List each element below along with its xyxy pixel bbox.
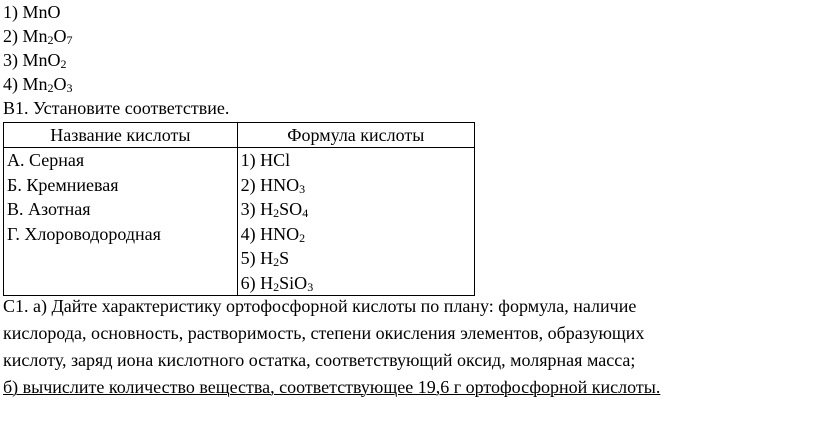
acid-name: Г. Хлороводородная <box>7 223 161 244</box>
option-number: 1) <box>3 2 18 22</box>
acid-name: Б. Кремниевая <box>7 174 119 195</box>
option-formula: $Mn_2O_3$ <box>22 74 73 95</box>
option-formula: MnO <box>22 2 61 22</box>
option-number: 4) <box>3 74 18 94</box>
header-acid-name: Название кислоты <box>4 123 238 148</box>
option-number: 3) <box>3 50 18 70</box>
option-number: 2) <box>3 26 18 46</box>
matching-table <box>3 122 475 296</box>
option-formula: $Mn_2O_7$ <box>22 26 73 47</box>
acid-formula: 6) $H_2SiO_3$ <box>240 272 314 294</box>
task-c1-line: кислорода, основность, растворимость, степени окисления элементов, образующих <box>3 323 645 343</box>
task-c1 <box>3 293 803 401</box>
task-c1-line: кислоту, заряд иона кислотного остатка, соответствующий оксид, молярная масса; <box>3 350 636 370</box>
acid-names-cell <box>4 148 238 296</box>
task-c1-line: б) вычислите количество вещества, соответствующее 19,6 г ортофосфорной кислоты. <box>3 377 661 397</box>
acid-formula: 4) $HNO_2$ <box>240 223 306 245</box>
option-4 <box>3 73 73 95</box>
task-c1-line: С1. а) Дайте характеристику ортофосфорной кислоты по плану: формула, наличие <box>3 296 637 316</box>
acid-formula: 3) $H_2SO_4$ <box>240 199 309 220</box>
acid-formulas-cell <box>237 148 474 296</box>
acid-name: А. Серная <box>7 150 85 170</box>
option-formula: MnO$_2$ <box>22 50 67 71</box>
acid-formula: 2) $HNO_3$ <box>240 174 306 196</box>
option-3 <box>3 49 67 71</box>
acid-name: В. Азотная <box>7 199 91 219</box>
option-2 <box>3 25 73 47</box>
task-b1-title: В1. Установите соответствие. <box>3 98 230 118</box>
acid-formula: 1) HCl <box>240 150 291 170</box>
option-1 <box>3 1 61 23</box>
acid-formula: 5) $H_2S$ <box>240 248 290 269</box>
header-acid-formula: Формула кислоты <box>237 123 474 148</box>
